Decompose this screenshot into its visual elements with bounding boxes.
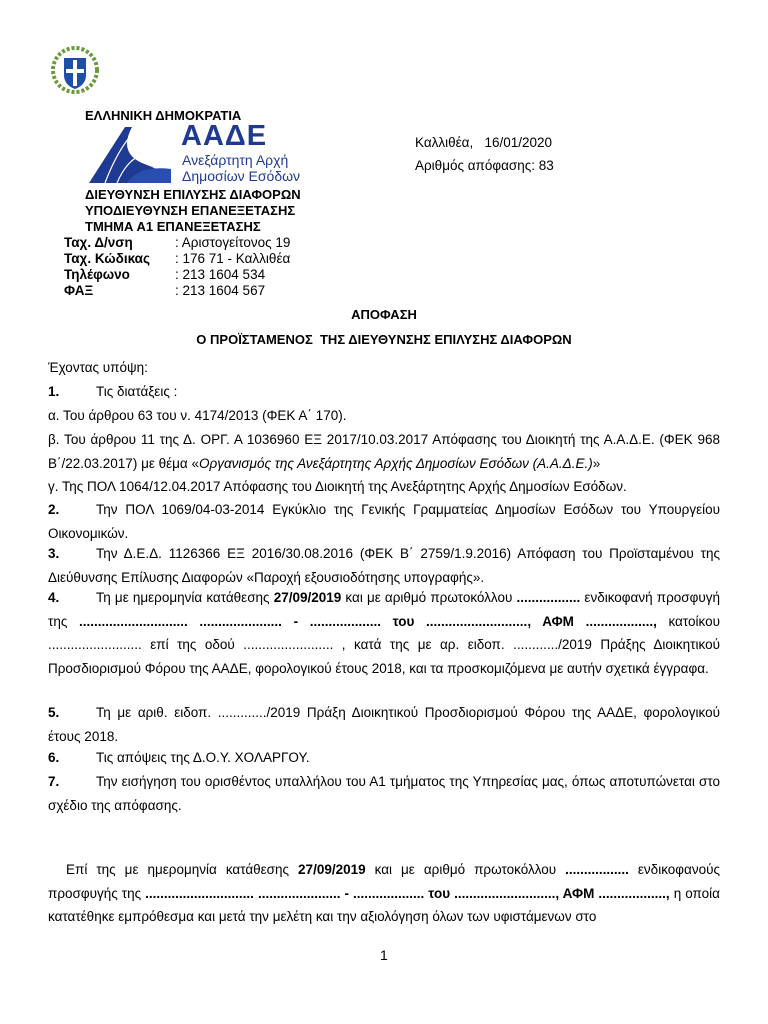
decision-number: Αριθμός απόφασης: 83 (415, 158, 554, 173)
point-1a: α. Του άρθρου 63 του ν. 4174/2013 (ΦΕΚ Α΄ 170). (48, 408, 347, 423)
document-subtitle: Ο ΠΡΟΪΣΤΑΜΕΝΟΣ ΤΗΣ ΔΙΕΥΘΥΝΣΗΣ ΕΠΙΛΥΣΗΣ ΔΙΑΦΟΡΩΝ (196, 332, 572, 347)
closing-paragraph: Επί της με ημερομηνία κατάθεσης 27/09/2019 και με αριθμό πρωτοκόλλου ................. ενδικοφανούς προσφυγής της ............................. ...................... - ................... του ..........................., ΑΦΜ .................., η οποία κατατέθηκε εμπρόθεσμα και μετά την μελέτη και την αξιολόγηση όλων των υφιστάμενων στο (48, 862, 720, 924)
department-1: ΔΙΕΥΘΥΝΣΗ ΕΠΙΛΥΣΗΣ ΔΙΑΦΟΡΩΝ (85, 187, 301, 202)
aade-brand: ΑΑΔΕ (181, 120, 268, 152)
contact-block (64, 235, 290, 299)
contact-fax: ΦΑΞ : 213 1604 567 (64, 283, 266, 298)
document-title: ΑΠΟΦΑΣΗ (351, 307, 417, 322)
place-date: Καλλιθέα, 16/01/2020 (415, 135, 553, 150)
point-4: 4. Τη με ημερομηνία κατάθεσης 27/09/2019 και με αριθμό πρωτοκόλλου ................. ενδικοφανή προσφυγή της ............................. ...................... - ................... του ..........................., ΑΦΜ .................., κατοίκου ......................... επί της οδού ........................ , κατά της με αρ. ειδοπ. ............/2019 Πράξης Διοικητικού Προσδιορισμού Φόρου της ΑΑΔΕ, φορολογικού έτους 2018, και τα προσκομιζόμενα με αυτήν σχετικά έγγραφα. (48, 590, 720, 676)
department-2: ΥΠΟΔΙΕΥΘΥΝΣΗ ΕΠΑΝΕΞΕΤΑΣΗΣ (85, 203, 296, 218)
aade-brand-line1: Ανεξάρτητη Αρχή (182, 152, 289, 168)
aade-brand-line2: Δημοσίων Εσόδων (182, 168, 301, 184)
contact-address: Ταχ. Δ/νση : Αριστογείτονος 19 (64, 235, 291, 250)
point-1c: γ. Της ΠΟΛ 1064/12.04.2017 Απόφασης του Διοικητή της Ανεξάρτητης Αρχής Δημοσίων Εσόδων. (48, 479, 627, 494)
point-6: 6. Τις απόψεις της Δ.Ο.Υ. ΧΟΛΑΡΓΟΥ. (48, 750, 310, 765)
aade-logo-icon (87, 125, 172, 185)
point-1b: β. Του άρθρου 11 της Δ. ΟΡΓ. Α 1036960 ΕΞ 2017/10.03.2017 Απόφασης του Διοικητή της Α.Α.Δ.Ε. (ΦΕΚ 968 Β΄/22.03.2017) με θέμα «Οργανισμός της Ανεξάρτητης Αρχής Δημοσίων Εσόδων (Α.Α.Δ.Ε.)» (48, 432, 720, 471)
point-1: 1. Τις διατάξεις : (48, 384, 178, 399)
point-3: 3. Την Δ.Ε.Δ. 1126366 ΕΞ 2016/30.08.2016 (ΦΕΚ Β΄ 2759/1.9.2016) Απόφαση του Προϊσταμένου της Διεύθυνσης Επίλυσης Διαφορών «Παροχή εξουσιοδότησης υπογραφής». (48, 546, 720, 585)
contact-postcode: Ταχ. Κώδικας : 176 71 - Καλλιθέα (64, 251, 291, 266)
department-3: ΤΜΗΜΑ Α1 ΕΠΑΝΕΞΕΤΑΣΗΣ (85, 219, 261, 234)
greek-emblem-icon (50, 45, 100, 95)
country-name: ΕΛΛΗΝΙΚΗ ΔΗΜΟΚΡΑΤΙΑ (85, 108, 242, 123)
page-number: 1 (380, 947, 388, 963)
point-2: 2. Την ΠΟΛ 1069/04-03-2014 Εγκύκλιο της Γενικής Γραμματείας Δημοσίων Εσόδων του Υπουργείου Οικονομικών. (48, 502, 720, 541)
intro-text: Έχοντας υπόψη: (48, 360, 148, 375)
point-7: 7. Την εισήγηση του ορισθέντος υπαλλήλου του Α1 τμήματος της Υπηρεσίας μας, όπως αποτυπώνεται στο σχέδιο της απόφασης. (48, 774, 720, 813)
point-5: 5. Τη με αριθ. ειδοπ. ............./2019 Πράξη Διοικητικού Προσδιορισμού Φόρου της ΑΑΔΕ, φορολογικού έτους 2018. (48, 705, 720, 744)
contact-phone: Τηλέφωνο : 213 1604 534 (64, 267, 266, 282)
